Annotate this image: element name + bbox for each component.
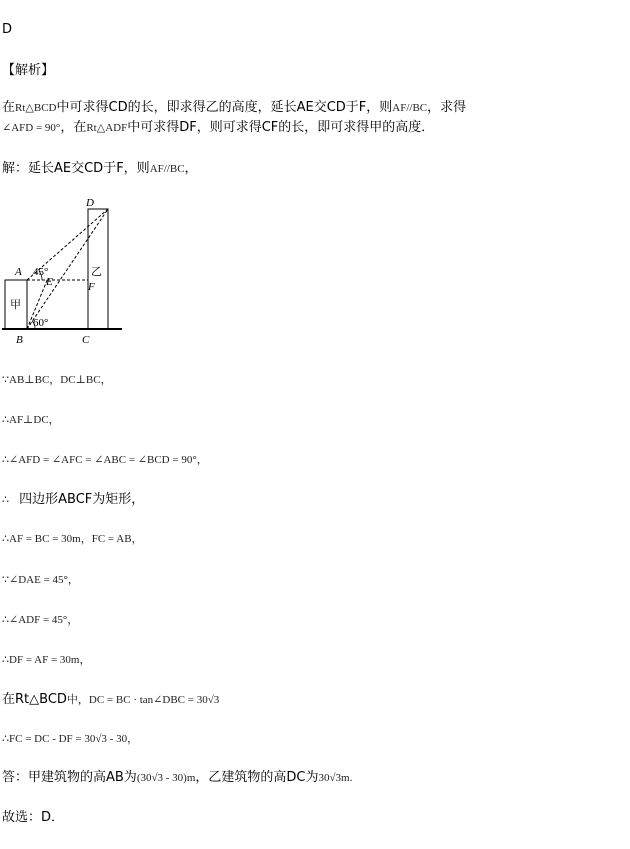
step-9-math: 中，DC = BC · tan∠DBC = 30√3 xyxy=(66,694,220,706)
step-4-text: 四边形ABCF为矩形， xyxy=(19,492,145,507)
label-d: D xyxy=(86,197,94,209)
analysis-text: ，在 xyxy=(60,120,87,135)
answer-letter: D xyxy=(2,22,13,37)
step-9 xyxy=(2,692,219,708)
analysis-math: Rt△ADF xyxy=(86,122,128,134)
step-4 xyxy=(2,492,144,508)
analysis-text: 中可求得DF，则可求得CF的长，即可求得甲的高度． xyxy=(127,120,435,135)
angle-label-45: 45° xyxy=(33,266,49,278)
step-1: ∵AB⊥BC，DC⊥BC， xyxy=(2,374,112,386)
label-e: E xyxy=(46,276,53,288)
solution-math: AF//BC xyxy=(149,163,185,175)
building-right-label: 乙 xyxy=(91,265,102,278)
building-left-label: 甲 xyxy=(10,298,21,311)
step-3: ∴∠AFD = ∠AFC = ∠ABC = ∠BCD = 90°， xyxy=(2,454,208,466)
conclusion-text: 答：甲建筑物的高AB为 xyxy=(2,770,137,785)
conclusion-math: (30√3 - 30)m xyxy=(136,772,196,784)
analysis-math: AF//BC xyxy=(392,102,428,114)
label-b: B xyxy=(16,334,23,345)
label-a: A xyxy=(15,266,22,278)
analysis-text: 在 xyxy=(2,100,16,115)
label-c: C xyxy=(82,334,90,345)
analysis-text: 中可求得CD的长，即求得乙的高度，延长AE交CD于F，则 xyxy=(56,100,393,115)
conclusion-text: ，乙建筑物的高DC为 xyxy=(195,770,319,785)
rt-bcd-label: 在Rt△BCD xyxy=(2,692,67,707)
step-10: ∴FC = DC - DF = 30√3 - 30， xyxy=(2,733,139,745)
analysis-line-2 xyxy=(2,120,434,136)
conclusion xyxy=(2,770,352,786)
step-5: ∴AF = BC = 30m，FC = AB， xyxy=(2,533,143,545)
label-f: F xyxy=(88,281,95,293)
section-title: 【解析】 xyxy=(2,63,55,78)
solution-text: ， xyxy=(184,161,198,176)
solution-text: 解：延长AE交CD于F，则 xyxy=(2,161,150,176)
conclusion-math: 30√3m. xyxy=(318,772,353,784)
step-6: ∵∠DAE = 45°， xyxy=(2,574,79,586)
analysis-math: ∠AFD = 90° xyxy=(2,122,61,134)
step-8: ∴DF = AF = 30m， xyxy=(2,654,91,666)
step-2: ∴AF⊥DC， xyxy=(2,414,60,426)
analysis-math: Rt△BCD xyxy=(15,102,57,114)
analysis-line-1 xyxy=(2,100,466,116)
solution-intro xyxy=(2,161,198,177)
final-choice: 故选：D． xyxy=(2,810,65,825)
analysis-text: ，求得 xyxy=(427,100,467,115)
geometry-figure xyxy=(2,195,124,345)
step-7: ∴∠ADF = 45°， xyxy=(2,614,79,626)
therefore-symbol: ∴ xyxy=(2,494,9,506)
angle-label-60: 60° xyxy=(33,317,49,329)
